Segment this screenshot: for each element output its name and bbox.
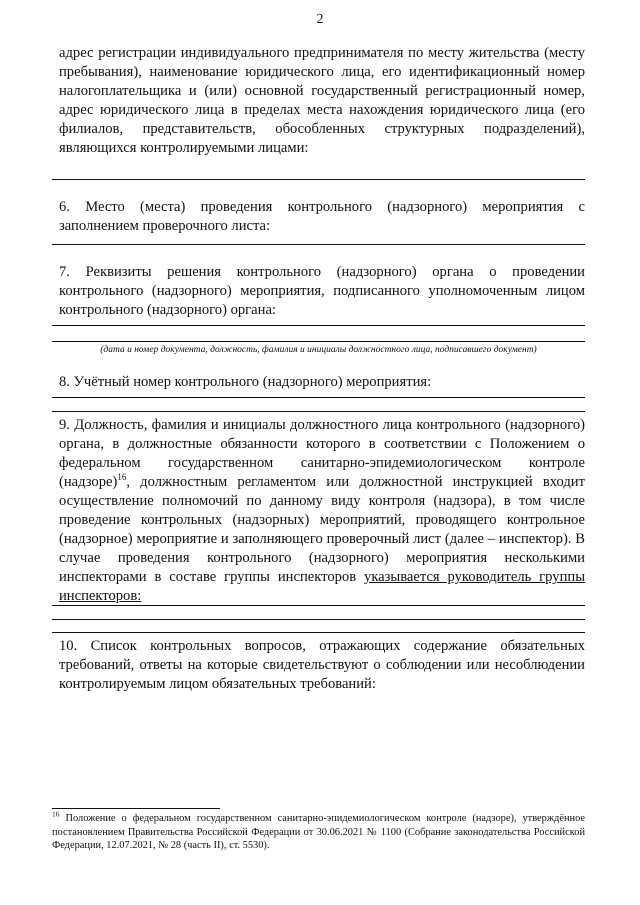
footnote-separator xyxy=(52,808,220,809)
section-8-text: 8. Учётный номер контрольного (надзорного) мероприятия: xyxy=(59,374,432,390)
fill-line xyxy=(52,179,585,180)
section-7-text: 7. Реквизиты решения контрольного (надзорного) органа о проведении контрольного (надзорного) мероприятия, подписанного уполномоченным лицом контрольного (надзорного) органа: xyxy=(59,264,585,318)
footnote xyxy=(52,809,585,853)
fill-line xyxy=(52,632,585,633)
section-7-caption: (дата и номер документа, должность, фамилия и инициалы должностного лица, подписавшего документ) xyxy=(100,345,537,355)
section-10-text: 10. Список контрольных вопросов, отражающих содержание обязательных требований, ответы на которые свидетельствуют о соблюдении или несоблюдении контролируемым лицом обязательных требований: xyxy=(59,638,585,692)
section-5-text: адрес регистрации индивидуального предпринимателя по месту жительства (месту пребывания), наименование юридического лица, его идентификационный номер налогоплательщика и (или) основной государственный регистрационный номер, адрес юридического лица в пределах места нахождения юридического лица (его филиалов, представительств, обособленных структурных подразделений), являющихся контролируемыми лицами: xyxy=(59,45,585,156)
fill-line xyxy=(52,341,585,342)
fill-line xyxy=(52,397,585,398)
section-9-text xyxy=(59,416,585,606)
section-9-part1: 9. Должность, фамилия и инициалы должностного лица контрольного (надзорного) органа, в должностные обязанности которого в соответствии с Положением о федеральном государственном санитарно-эпидемиологическом контроле (надзоре) xyxy=(59,417,585,490)
page-number: 2 xyxy=(316,12,324,27)
fill-line xyxy=(52,325,585,326)
footnote-text: Положение о федеральном государственном санитарно-эпидемиологическом контроле (надзоре), утверждённое постановлением Правительства Российской Федерации от 30.06.2021 № 1100 (Собрание законодательства Российской Федерации, 12.07.2021, № 28 (часть II), ст. 5530). xyxy=(52,813,585,851)
section-6-text: 6. Место (места) проведения контрольного (надзорного) мероприятия с заполнением проверочного листа: xyxy=(59,199,585,234)
section-9-part2: , должностным регламентом или должностной инструкцией входит осуществление полномочий по данному виду контроля (надзора), в том числе проведение контрольных (надзорных) мероприятий, проводящего контрольное (надзорное) мероприятие и заполняющего проверочный лист (далее – инспектор). В случае проведения контрольного (надзорного) мероприятия несколькими инспекторами в составе группы инспекторов xyxy=(59,474,585,585)
fill-line xyxy=(52,619,585,620)
footnote-reference: 16 xyxy=(117,472,127,483)
fill-line xyxy=(52,605,585,606)
fill-line xyxy=(52,411,585,412)
fill-line xyxy=(52,244,585,245)
section-9-underlined: указывается руководитель группы инспекторов: xyxy=(59,569,585,604)
footnote-marker: 16 xyxy=(52,809,60,819)
